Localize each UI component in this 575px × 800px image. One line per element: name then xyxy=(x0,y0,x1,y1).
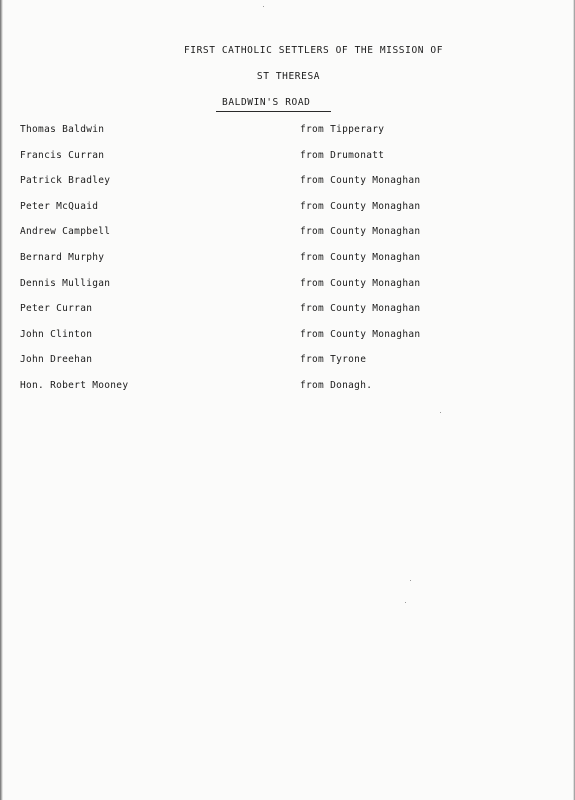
settler-name: John Clinton xyxy=(20,328,93,340)
settler-origin: from Tipperary xyxy=(300,124,385,135)
section-heading: BALDWIN'S ROAD xyxy=(222,97,311,108)
settler-origin: from Drumonatt xyxy=(300,149,385,161)
settler-row xyxy=(0,252,575,278)
settler-name: Patrick Bradley xyxy=(20,175,111,187)
settler-origin: from County Monaghan xyxy=(300,251,421,263)
settler-name: Dennis Mulligan xyxy=(20,277,111,289)
settler-origin: from County Monaghan xyxy=(300,303,421,315)
settler-row xyxy=(0,124,575,150)
scan-speck xyxy=(440,412,441,413)
settler-name: Hon. Robert Mooney xyxy=(20,379,129,391)
settler-name: Andrew Campbell xyxy=(20,226,111,238)
settler-row xyxy=(0,354,575,380)
settler-row xyxy=(0,329,575,355)
settlers-list xyxy=(0,124,575,406)
settler-name: Peter Curran xyxy=(20,303,93,315)
settler-name: Peter McQuaid xyxy=(20,200,99,212)
settler-origin: from County Monaghan xyxy=(300,328,421,340)
settler-row xyxy=(0,150,575,176)
scan-speck xyxy=(410,580,411,581)
settler-row xyxy=(0,201,575,227)
settler-name: John Dreehan xyxy=(20,354,93,366)
settler-name: Thomas Baldwin xyxy=(20,124,105,135)
settler-row xyxy=(0,380,575,406)
settler-name: Francis Curran xyxy=(20,149,105,161)
settler-row xyxy=(0,303,575,329)
section-underline xyxy=(216,111,331,112)
settler-origin: from Tyrone xyxy=(300,354,367,366)
settler-origin: from County Monaghan xyxy=(300,200,421,212)
settler-origin: from County Monaghan xyxy=(300,277,421,289)
settler-origin: from County Monaghan xyxy=(300,226,421,238)
document-title: FIRST CATHOLIC SETTLERS OF THE MISSION OF xyxy=(183,45,444,56)
scan-speck xyxy=(263,6,264,7)
settler-row xyxy=(0,226,575,252)
settler-row xyxy=(0,278,575,304)
settler-row xyxy=(0,175,575,201)
document-subtitle: ST THERESA xyxy=(256,71,321,82)
settler-origin: from County Monaghan xyxy=(300,175,421,187)
scan-speck xyxy=(405,602,406,603)
settler-name: Bernard Murphy xyxy=(20,251,105,263)
settler-origin: from Donagh. xyxy=(300,379,373,391)
